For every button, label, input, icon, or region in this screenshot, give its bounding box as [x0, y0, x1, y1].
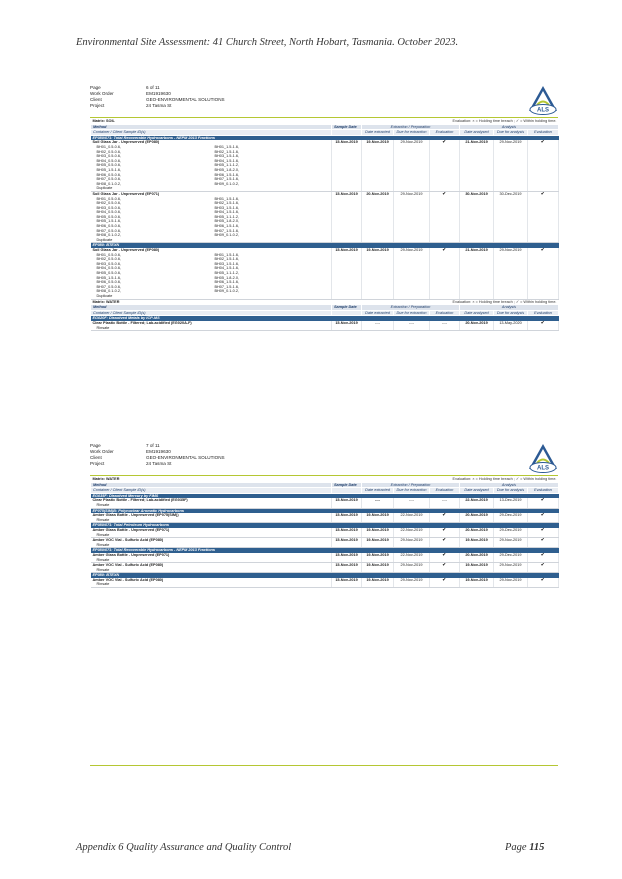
container-samples-left: [91, 140, 209, 191]
extraction-header: Extraction / Preparation: [362, 124, 460, 130]
sample-id: Duplicate: [96, 293, 113, 298]
section-title: EG020F: Dissolved Metals by ICP-MS: [91, 316, 559, 321]
analysis-evaluation-cell: ✓: [528, 191, 559, 243]
matrix-label: Matrix: SOIL: [92, 119, 115, 123]
sample-date-cell: 15-Nov-2019: [332, 321, 362, 331]
method-header: Method: [91, 482, 332, 488]
sample-id: BH07_1.5-1.6,: [214, 228, 239, 233]
evaluation-legend: Evaluation: × = Holding time breach ; ✓ = Within holding time.: [452, 477, 557, 481]
extraction-evaluation-cell: ✓: [430, 578, 460, 588]
container-header: Container / Client Sample ID(s): [91, 130, 332, 136]
due-analysis-cell: 29-Dec-2019: [494, 528, 528, 538]
due-analysis-cell: 29-Nov-2019: [494, 248, 528, 299]
extraction-header: Extraction / Preparation: [362, 482, 460, 488]
date-analysed-cell: 20-Nov-2019: [460, 321, 494, 331]
sample-id: BH07_1.5-1.6,: [214, 284, 239, 289]
analysis-evaluation-cell: ✓: [528, 321, 559, 331]
date-extracted-cell: 19-Nov-2019: [362, 513, 394, 523]
container-row: [91, 140, 559, 191]
container-name: Amber Glass Bottle - Unpreserved (EP071): [92, 527, 170, 532]
container-row: [91, 248, 559, 299]
report-meta: [90, 443, 225, 467]
report-sheet-page-6: [90, 85, 558, 405]
date-extracted-cell: 19-Nov-2019: [362, 248, 394, 299]
client-value: GEO-ENVIRONMENTAL SOLUTIONS: [146, 455, 225, 460]
sample-id: BH05_0.5-0.6,: [96, 163, 121, 168]
sample-id: BH06_1.5-1.6,: [214, 172, 239, 177]
sample-id: BH01_1.5-1.6,: [214, 252, 239, 257]
sample-id: BH09_0.1-0.2,: [214, 181, 239, 186]
evaluation-legend: Evaluation: × = Holding time breach ; ✓ = Within holding time.: [452, 299, 557, 304]
container-name: Clear Plastic Bottle - Filtered; Lab-acidified (EG020A-F): [92, 320, 192, 325]
page-label: Page: [90, 443, 101, 448]
report-meta: [90, 85, 225, 109]
due-extraction-cell: ----: [394, 321, 430, 331]
container-row: [91, 563, 559, 573]
due-extraction-cell: 29-Nov-2019: [394, 578, 430, 588]
section-title: EP080: BTEXN: [91, 573, 559, 578]
analysis-header: Analysis: [460, 124, 559, 130]
due-analysis-header: Due for analysis: [494, 488, 528, 494]
due-extraction-cell: 29-Nov-2019: [394, 538, 430, 548]
date-extracted-header: Date extracted: [362, 488, 394, 494]
sample-id: BH05_1.5-1.6,: [96, 219, 121, 224]
sample-id: Rinsate: [96, 517, 110, 522]
sample-id: Duplicate: [96, 237, 113, 242]
sample-date-header: Sample Date: [332, 482, 362, 488]
date-extracted-cell: ----: [362, 498, 394, 508]
sample-date-cell: 15-Nov-2019: [332, 140, 362, 191]
sample-id: BH07_1.5-1.6,: [214, 177, 239, 182]
extraction-evaluation-cell: ----: [430, 498, 460, 508]
sample-id: BH05_1.8-2.0,: [214, 167, 239, 172]
analysis-header: Analysis: [460, 305, 559, 311]
sample-id: BH06_0.5-0.6,: [96, 280, 121, 285]
als-logo: [528, 85, 558, 119]
sample-id: Rinsate: [96, 532, 110, 537]
sample-id: BH04_0.5-0.6,: [96, 266, 121, 271]
footer-page-value: 115: [529, 842, 545, 853]
sample-id: BH01_0.5-0.6,: [96, 144, 121, 149]
due-analysis-cell: 30-Dec-2019: [494, 191, 528, 243]
analysis-evaluation-cell: ✓: [528, 538, 559, 548]
date-analysed-header: Date analysed: [460, 488, 494, 494]
analysis-evaluation-cell: ✓: [528, 553, 559, 563]
sample-id: BH07_0.5-0.6,: [96, 284, 121, 289]
client-value: GEO-ENVIRONMENTAL SOLUTIONS: [146, 97, 225, 102]
section-title: EP080/071: Total Recoverable Hydrocarbons - NEPM 2013 Fractions: [91, 548, 559, 553]
analysis-evaluation-cell: ✓: [528, 578, 559, 588]
sample-date-cell: 15-Nov-2019: [332, 553, 362, 563]
analysis-evaluation-cell: ✓: [528, 140, 559, 191]
page-label: Page: [90, 85, 101, 90]
sample-id: BH02_0.5-0.6,: [96, 149, 121, 154]
evaluation-header: Evaluation: [528, 488, 559, 494]
sample-id: Rinsate: [96, 325, 110, 330]
date-analysed-cell: 21-Nov-2019: [460, 248, 494, 299]
container-row: [91, 513, 559, 523]
sample-id: BH02_1.5-1.6,: [214, 257, 239, 262]
project-value: 24 Tasma St: [146, 103, 172, 108]
container-samples-left: [91, 191, 209, 243]
sample-id: BH02_0.5-0.6,: [96, 201, 121, 206]
footer-page-label: Page: [505, 842, 527, 853]
sample-id: BH04_1.5-1.6,: [214, 158, 239, 163]
due-analysis-cell: 29-Dec-2019: [494, 553, 528, 563]
client-label: Client: [90, 97, 102, 102]
container-samples: [91, 553, 332, 563]
date-extracted-header: Date extracted: [362, 310, 394, 316]
page-value: 7 of 11: [146, 443, 160, 448]
container-samples-left: [91, 248, 209, 299]
sample-id: BH05_1.1-1.2,: [214, 271, 239, 275]
date-analysed-cell: 19-Nov-2019: [460, 578, 494, 588]
date-analysed-cell: 21-Nov-2019: [460, 140, 494, 191]
due-analysis-cell: 13-Dec-2019: [494, 498, 528, 508]
due-extraction-cell: 22-Nov-2019: [394, 528, 430, 538]
date-analysed-cell: 30-Nov-2019: [460, 191, 494, 243]
sample-id: BH03_1.5-1.6,: [214, 205, 239, 210]
sample-id: BH06_0.5-0.6,: [96, 172, 121, 177]
container-header: Container / Client Sample ID(s): [91, 310, 332, 316]
sample-id: BH08_0.1-0.2,: [96, 233, 121, 238]
date-extracted-cell: 19-Nov-2019: [362, 140, 394, 191]
evaluation-header: Evaluation: [430, 488, 460, 494]
sample-date-cell: 15-Nov-2019: [332, 498, 362, 508]
footer-appendix-title: Appendix 6 Quality Assurance and Quality Control: [76, 842, 292, 853]
sample-id: BH05_1.1-1.2,: [214, 163, 239, 168]
sample-id: BH05_1.5-1.6,: [96, 275, 121, 280]
due-analysis-cell: 29-Nov-2019: [494, 563, 528, 573]
date-extracted-header: Date extracted: [362, 130, 394, 136]
extraction-evaluation-cell: ✓: [430, 528, 460, 538]
sample-id: BH03_0.5-0.6,: [96, 205, 121, 210]
due-extraction-cell: 29-Nov-2019: [394, 563, 430, 573]
sample-id: BH08_0.1-0.2,: [96, 289, 121, 294]
sample-id: Rinsate: [96, 502, 110, 507]
container-row: [91, 191, 559, 243]
header-rule: [90, 117, 558, 118]
sample-id: BH08_0.1-0.2,: [96, 181, 121, 186]
container-samples: [91, 578, 332, 588]
date-extracted-cell: 19-Nov-2019: [362, 563, 394, 573]
section-title: EP080/071: Total Recoverable Hydrocarbons - NEPM 2013 Fractions: [91, 135, 559, 140]
sample-id: BH05_1.8-2.0,: [214, 275, 239, 280]
sample-id: BH05_0.5-0.6,: [96, 214, 121, 219]
date-analysed-cell: 19-Nov-2019: [460, 538, 494, 548]
section-title: EP080/071: Total Petroleum Hydrocarbons: [91, 523, 559, 528]
report-sheet-page-7: [90, 443, 558, 618]
sample-id: [211, 294, 330, 299]
sample-id: BH03_1.5-1.6,: [214, 261, 239, 266]
eval-header: Evaluation: [430, 310, 460, 316]
holding-time-table-soil: [90, 119, 559, 331]
logo-text: ALS: [537, 465, 549, 472]
date-extracted-cell: 19-Nov-2019: [362, 578, 394, 588]
container-row: [91, 321, 559, 331]
sample-id: BH06_0.5-0.6,: [96, 224, 121, 229]
due-extraction-header: Due for extraction: [394, 488, 430, 494]
sample-id: BH06_1.5-1.6,: [214, 224, 239, 229]
sample-date-cell: 15-Nov-2019: [332, 578, 362, 588]
sample-date-header: Sample Date: [332, 124, 362, 130]
container-samples: [91, 498, 332, 508]
method-header: Method: [91, 305, 332, 311]
extraction-evaluation-cell: ----: [430, 321, 460, 331]
sample-date-header: Sample Date: [332, 305, 362, 311]
work-order-label: Work Order: [90, 91, 114, 96]
extraction-evaluation-cell: ✓: [430, 513, 460, 523]
section-title: EP075(SIM)B: Polynuclear Aromatic Hydrocarbons: [91, 508, 559, 513]
sample-date-cell: 15-Nov-2019: [332, 528, 362, 538]
extraction-header: Extraction / Preparation: [362, 305, 460, 311]
work-order-label: Work Order: [90, 449, 114, 454]
analysis-header: Analysis: [460, 482, 559, 488]
sample-id: BH04_0.5-0.6,: [96, 210, 121, 215]
sample-id: BH01_0.5-0.6,: [96, 252, 121, 257]
due-analysis-header: Due for analysis: [494, 310, 528, 316]
container-row: [91, 538, 559, 548]
logo-text: ALS: [537, 107, 549, 114]
due-analysis-cell: 13-May-2020: [494, 321, 528, 331]
extraction-evaluation-cell: ✓: [430, 553, 460, 563]
date-extracted-cell: 19-Nov-2019: [362, 553, 394, 563]
analysis-evaluation-cell: ✓: [528, 248, 559, 299]
due-extraction-cell: 22-Nov-2019: [394, 553, 430, 563]
due-extraction-cell: ----: [394, 498, 430, 508]
work-order-value: EM1919630: [146, 91, 171, 96]
sample-id: BH05_1.5-1.6,: [96, 167, 121, 172]
section-title: EP080: BTEXN: [91, 243, 559, 248]
sample-date-cell: 15-Nov-2019: [332, 563, 362, 573]
container-name: Soil Glass Jar - Unpreserved (EP071): [92, 191, 160, 196]
document-header-title: Environmental Site Assessment: 41 Church Street, North Hobart, Tasmania. October 2023.: [76, 37, 459, 48]
sample-id: BH04_0.5-0.6,: [96, 158, 121, 163]
container-name: Amber Glass Bottle - Unpreserved (EP075(SIM)): [92, 513, 179, 518]
sample-id: BH02_1.5-1.6,: [214, 201, 239, 206]
eval-header: Evaluation: [528, 310, 559, 316]
project-label: Project: [90, 461, 105, 466]
sample-id: BH04_1.5-1.6,: [214, 210, 239, 215]
work-order-value: EM1919630: [146, 449, 171, 454]
page-value: 6 of 11: [146, 85, 160, 90]
extraction-evaluation-cell: ✓: [430, 191, 460, 243]
due-analysis-cell: 29-Nov-2019: [494, 140, 528, 191]
analysis-evaluation-cell: ✓: [528, 528, 559, 538]
container-samples: [91, 563, 332, 573]
sample-id: Rinsate: [96, 582, 110, 587]
date-extracted-cell: 19-Nov-2019: [362, 538, 394, 548]
date-analysed-cell: 20-Nov-2019: [460, 513, 494, 523]
date-analysed-cell: 22-Nov-2019: [460, 498, 494, 508]
project-label: Project: [90, 103, 105, 108]
sample-id: BH03_1.5-1.6,: [214, 154, 239, 159]
due-extraction-cell: 29-Nov-2019: [394, 248, 430, 299]
container-samples: [91, 528, 332, 538]
container-row: [91, 553, 559, 563]
container-header: Container / Client Sample ID(s): [91, 488, 332, 494]
sample-id: Rinsate: [96, 557, 110, 562]
container-samples: [91, 513, 332, 523]
analysis-evaluation-cell: ✓: [528, 563, 559, 573]
method-header: Method: [91, 124, 332, 130]
sample-id: BH07_0.5-0.6,: [96, 228, 121, 233]
sample-id: Rinsate: [96, 567, 110, 572]
container-name: Amber Glass Bottle - Unpreserved (EP071): [92, 552, 170, 557]
container-samples: [91, 538, 332, 548]
container-samples: [91, 321, 332, 331]
date-analysed-cell: 20-Nov-2019: [460, 528, 494, 538]
als-logo: [528, 443, 558, 477]
sample-id: BH05_0.5-0.6,: [96, 271, 121, 275]
extraction-evaluation-cell: ✓: [430, 563, 460, 573]
date-analysed-cell: 19-Nov-2019: [460, 563, 494, 573]
sample-id: BH03_0.5-0.6,: [96, 154, 121, 159]
sample-id: BH09_0.1-0.2,: [214, 233, 239, 238]
sample-id: [211, 186, 330, 191]
matrix-label: Matrix: WATER: [92, 477, 120, 481]
sample-id: BH04_1.5-1.6,: [214, 266, 239, 271]
container-name: Soil Glass Jar - Unpreserved (EP080): [92, 140, 160, 145]
analysis-evaluation-cell: ✓: [528, 513, 559, 523]
container-samples-right: [209, 248, 332, 299]
extraction-evaluation-cell: ✓: [430, 538, 460, 548]
date-analysed-cell: 20-Nov-2019: [460, 553, 494, 563]
due-extraction-cell: 29-Nov-2019: [394, 140, 430, 191]
analysis-evaluation-cell: ✓: [528, 498, 559, 508]
sample-date-cell: 15-Nov-2019: [332, 248, 362, 299]
sample-id: BH05_1.8-2.0,: [214, 219, 239, 224]
sample-id: BH03_0.5-0.6,: [96, 261, 121, 266]
date-analysed-header: Date analysed: [460, 130, 494, 136]
container-name: Amber VOC Vial - Sulfuric Acid (EP080): [92, 563, 164, 568]
sample-date-cell: 15-Nov-2019: [332, 513, 362, 523]
extraction-evaluation-cell: ✓: [430, 140, 460, 191]
date-analysed-header: Date analysed: [460, 310, 494, 316]
matrix-label: Matrix: WATER: [92, 299, 120, 304]
sample-id: BH06_1.5-1.6,: [214, 280, 239, 285]
sample-id: BH05_1.1-1.2,: [214, 214, 239, 219]
due-analysis-cell: 29-Nov-2019: [494, 538, 528, 548]
container-row: [91, 498, 559, 508]
extraction-evaluation-cell: ✓: [430, 248, 460, 299]
client-label: Client: [90, 455, 102, 460]
container-name: Clear Plastic Bottle - Filtered; Lab-acidified (EG035F): [92, 498, 188, 503]
evaluation-legend: Evaluation: × = Holding time breach ; ✓ = Within holding time.: [452, 119, 557, 123]
due-analysis-cell: 29-Nov-2019: [494, 578, 528, 588]
date-extracted-cell: 20-Nov-2019: [362, 191, 394, 243]
container-name: Soil Glass Jar - Unpreserved (EP080): [92, 248, 160, 253]
container-row: [91, 528, 559, 538]
date-extracted-cell: ----: [362, 321, 394, 331]
sample-date-cell: 15-Nov-2019: [332, 191, 362, 243]
due-analysis-header: Due for analysis: [494, 130, 528, 136]
evaluation-header: Evaluation: [528, 130, 559, 136]
sample-id: BH02_1.5-1.6,: [214, 149, 239, 154]
sample-id: BH07_0.5-0.6,: [96, 177, 121, 182]
holding-time-table-water: [90, 477, 559, 588]
footer-page-number: [505, 842, 544, 853]
container-samples-right: [209, 140, 332, 191]
container-name: Amber VOC Vial - Sulfuric Acid (EP080): [92, 577, 164, 582]
sample-id: BH01_0.5-0.6,: [96, 196, 121, 201]
due-analysis-cell: 29-Dec-2019: [494, 513, 528, 523]
section-title: EG035F: Dissolved Mercury by FIMS: [91, 493, 559, 498]
sample-id: BH01_1.5-1.6,: [214, 196, 239, 201]
container-samples-right: [209, 191, 332, 243]
due-extraction-header: Due for extraction: [394, 310, 430, 316]
container-name: Amber VOC Vial - Sulfuric Acid (EP080): [92, 538, 164, 543]
header-rule: [90, 475, 558, 476]
project-value: 24 Tasma St: [146, 461, 172, 466]
sample-id: Duplicate: [96, 186, 113, 191]
sample-id: BH01_1.5-1.6,: [214, 144, 239, 149]
sample-date-cell: 15-Nov-2019: [332, 538, 362, 548]
sample-id: [211, 238, 330, 243]
sample-id: BH02_0.5-0.6,: [96, 257, 121, 262]
container-row: [91, 578, 559, 588]
due-extraction-header: Due for extraction: [394, 130, 430, 136]
sample-id: BH09_0.1-0.2,: [214, 289, 239, 294]
footer-rule: [90, 765, 558, 766]
due-extraction-cell: 29-Nov-2019: [394, 191, 430, 243]
evaluation-header: Evaluation: [430, 130, 460, 136]
date-extracted-cell: 19-Nov-2019: [362, 528, 394, 538]
sample-id: Rinsate: [96, 542, 110, 547]
due-extraction-cell: 22-Nov-2019: [394, 513, 430, 523]
